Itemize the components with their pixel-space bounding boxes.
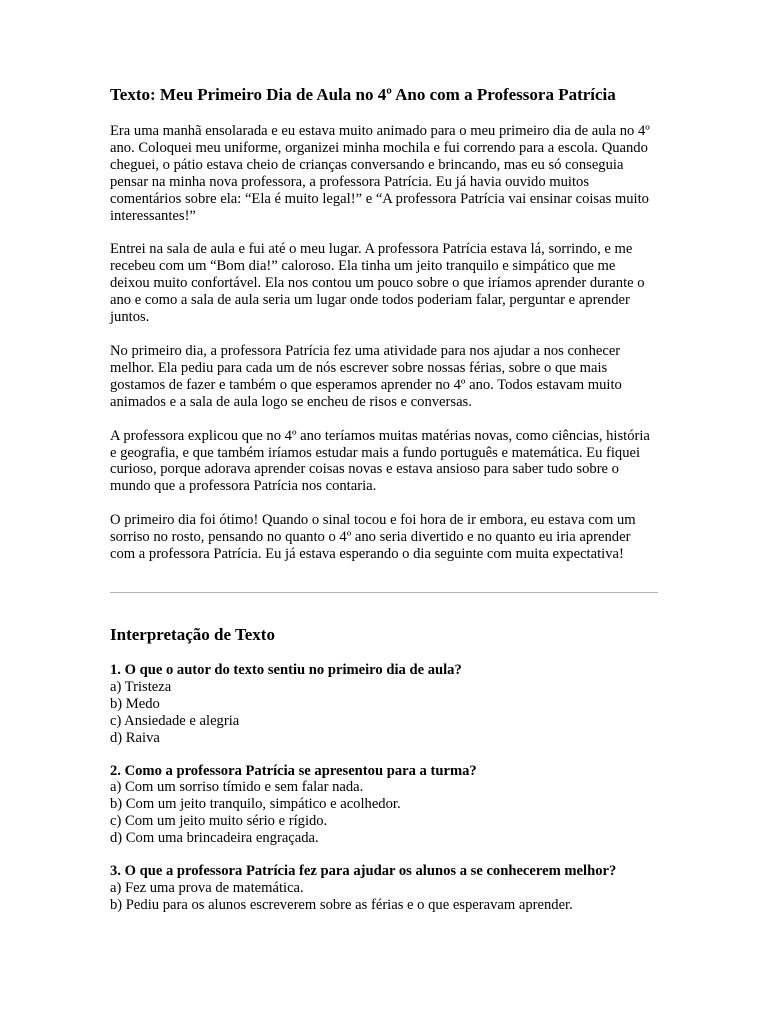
answer-option: a) Tristeza (110, 678, 172, 695)
answer-option: b) Medo (110, 695, 160, 712)
question-1 (110, 662, 710, 747)
answer-option: c) Ansiedade e alegria (110, 712, 240, 729)
answer-option: c) Com um jeito muito sério e rígido. (110, 813, 328, 830)
paragraph-4: A professora explicou que no 4º ano teríamos muitas matérias novas, como ciências, história e geografia, e que também iríamos estudar mais a fundo português e matemática. Eu fiquei curioso, porque adorava aprender coisas novas e estava ansioso para saber tudo sobre o mundo que a professora Patrícia nos contaria. (110, 427, 650, 495)
answer-option: a) Fez uma prova de matemática. (110, 879, 304, 896)
paragraph-1: Era uma manhã ensolarada e eu estava muito animado para o meu primeiro dia de aula no 4º ano. Coloquei meu uniforme, organizei minha mochila e fui correndo para a escola. Quando cheguei, o pátio estava cheio de crianças conversando e brincando, mas eu só conseguia pensar na minha nova professora, a professora Patrícia. Eu já havia ouvido muitos comentários sobre ela: “Ela é muito legal!” e “A professora Patrícia vai ensinar coisas muito interessantes!” (110, 123, 650, 224)
paragraph-2: Entrei na sala de aula e fui até o meu lugar. A professora Patrícia estava lá, sorrindo, e me recebeu com um “Bom dia!” caloroso. Ela tinha um jeito tranquilo e simpático que me deixou muito confortável. Ela nos contou um pouco sobre o que iríamos aprender durante o ano e como a sala de aula seria um lugar onde todos poderiam falar, perguntar e aprender juntos. (110, 241, 645, 326)
document-title: Texto: Meu Primeiro Dia de Aula no 4º Ano com a Professora Patrícia (110, 85, 616, 104)
interpretation-title: Interpretação de Texto (110, 625, 275, 644)
questions-list (110, 662, 710, 930)
question-text: 3. O que a professora Patrícia fez para ajudar os alunos a se conhecerem melhor? (110, 863, 617, 880)
answer-option: a) Com um sorriso tímido e sem falar nada. (110, 779, 364, 796)
answer-option: d) Raiva (110, 729, 160, 746)
answer-option: d) Com uma brincadeira engraçada. (110, 830, 319, 847)
question-3 (110, 863, 710, 914)
question-text: 2. Como a professora Patrícia se apresentou para a turma? (110, 762, 477, 779)
section-divider (110, 592, 658, 593)
paragraph-5: O primeiro dia foi ótimo! Quando o sinal tocou e foi hora de ir embora, eu estava com um sorriso no rosto, pensando no quanto o 4º ano seria divertido e no quanto eu iria aprender com a professora Patrícia. Eu já estava esperando o dia seguinte com muita expectativa! (110, 512, 636, 563)
answer-option: b) Pediu para os alunos escreverem sobre as férias e o que esperavam aprender. (110, 896, 573, 913)
answer-option: b) Com um jeito tranquilo, simpático e acolhedor. (110, 796, 401, 813)
question-2 (110, 763, 710, 848)
question-text: 1. O que o autor do texto sentiu no primeiro dia de aula? (110, 662, 462, 678)
paragraph-3: No primeiro dia, a professora Patrícia fez uma atividade para nos ajudar a nos conhecer melhor. Ela pediu para cada um de nós escrever sobre nossas férias, sobre o que mais gostamos de fazer e também o que esperamos aprender no 4º ano. Todos estavam muito animados e a sala de aula logo se encheu de risos e conversas. (110, 342, 622, 410)
document-page (110, 84, 658, 913)
